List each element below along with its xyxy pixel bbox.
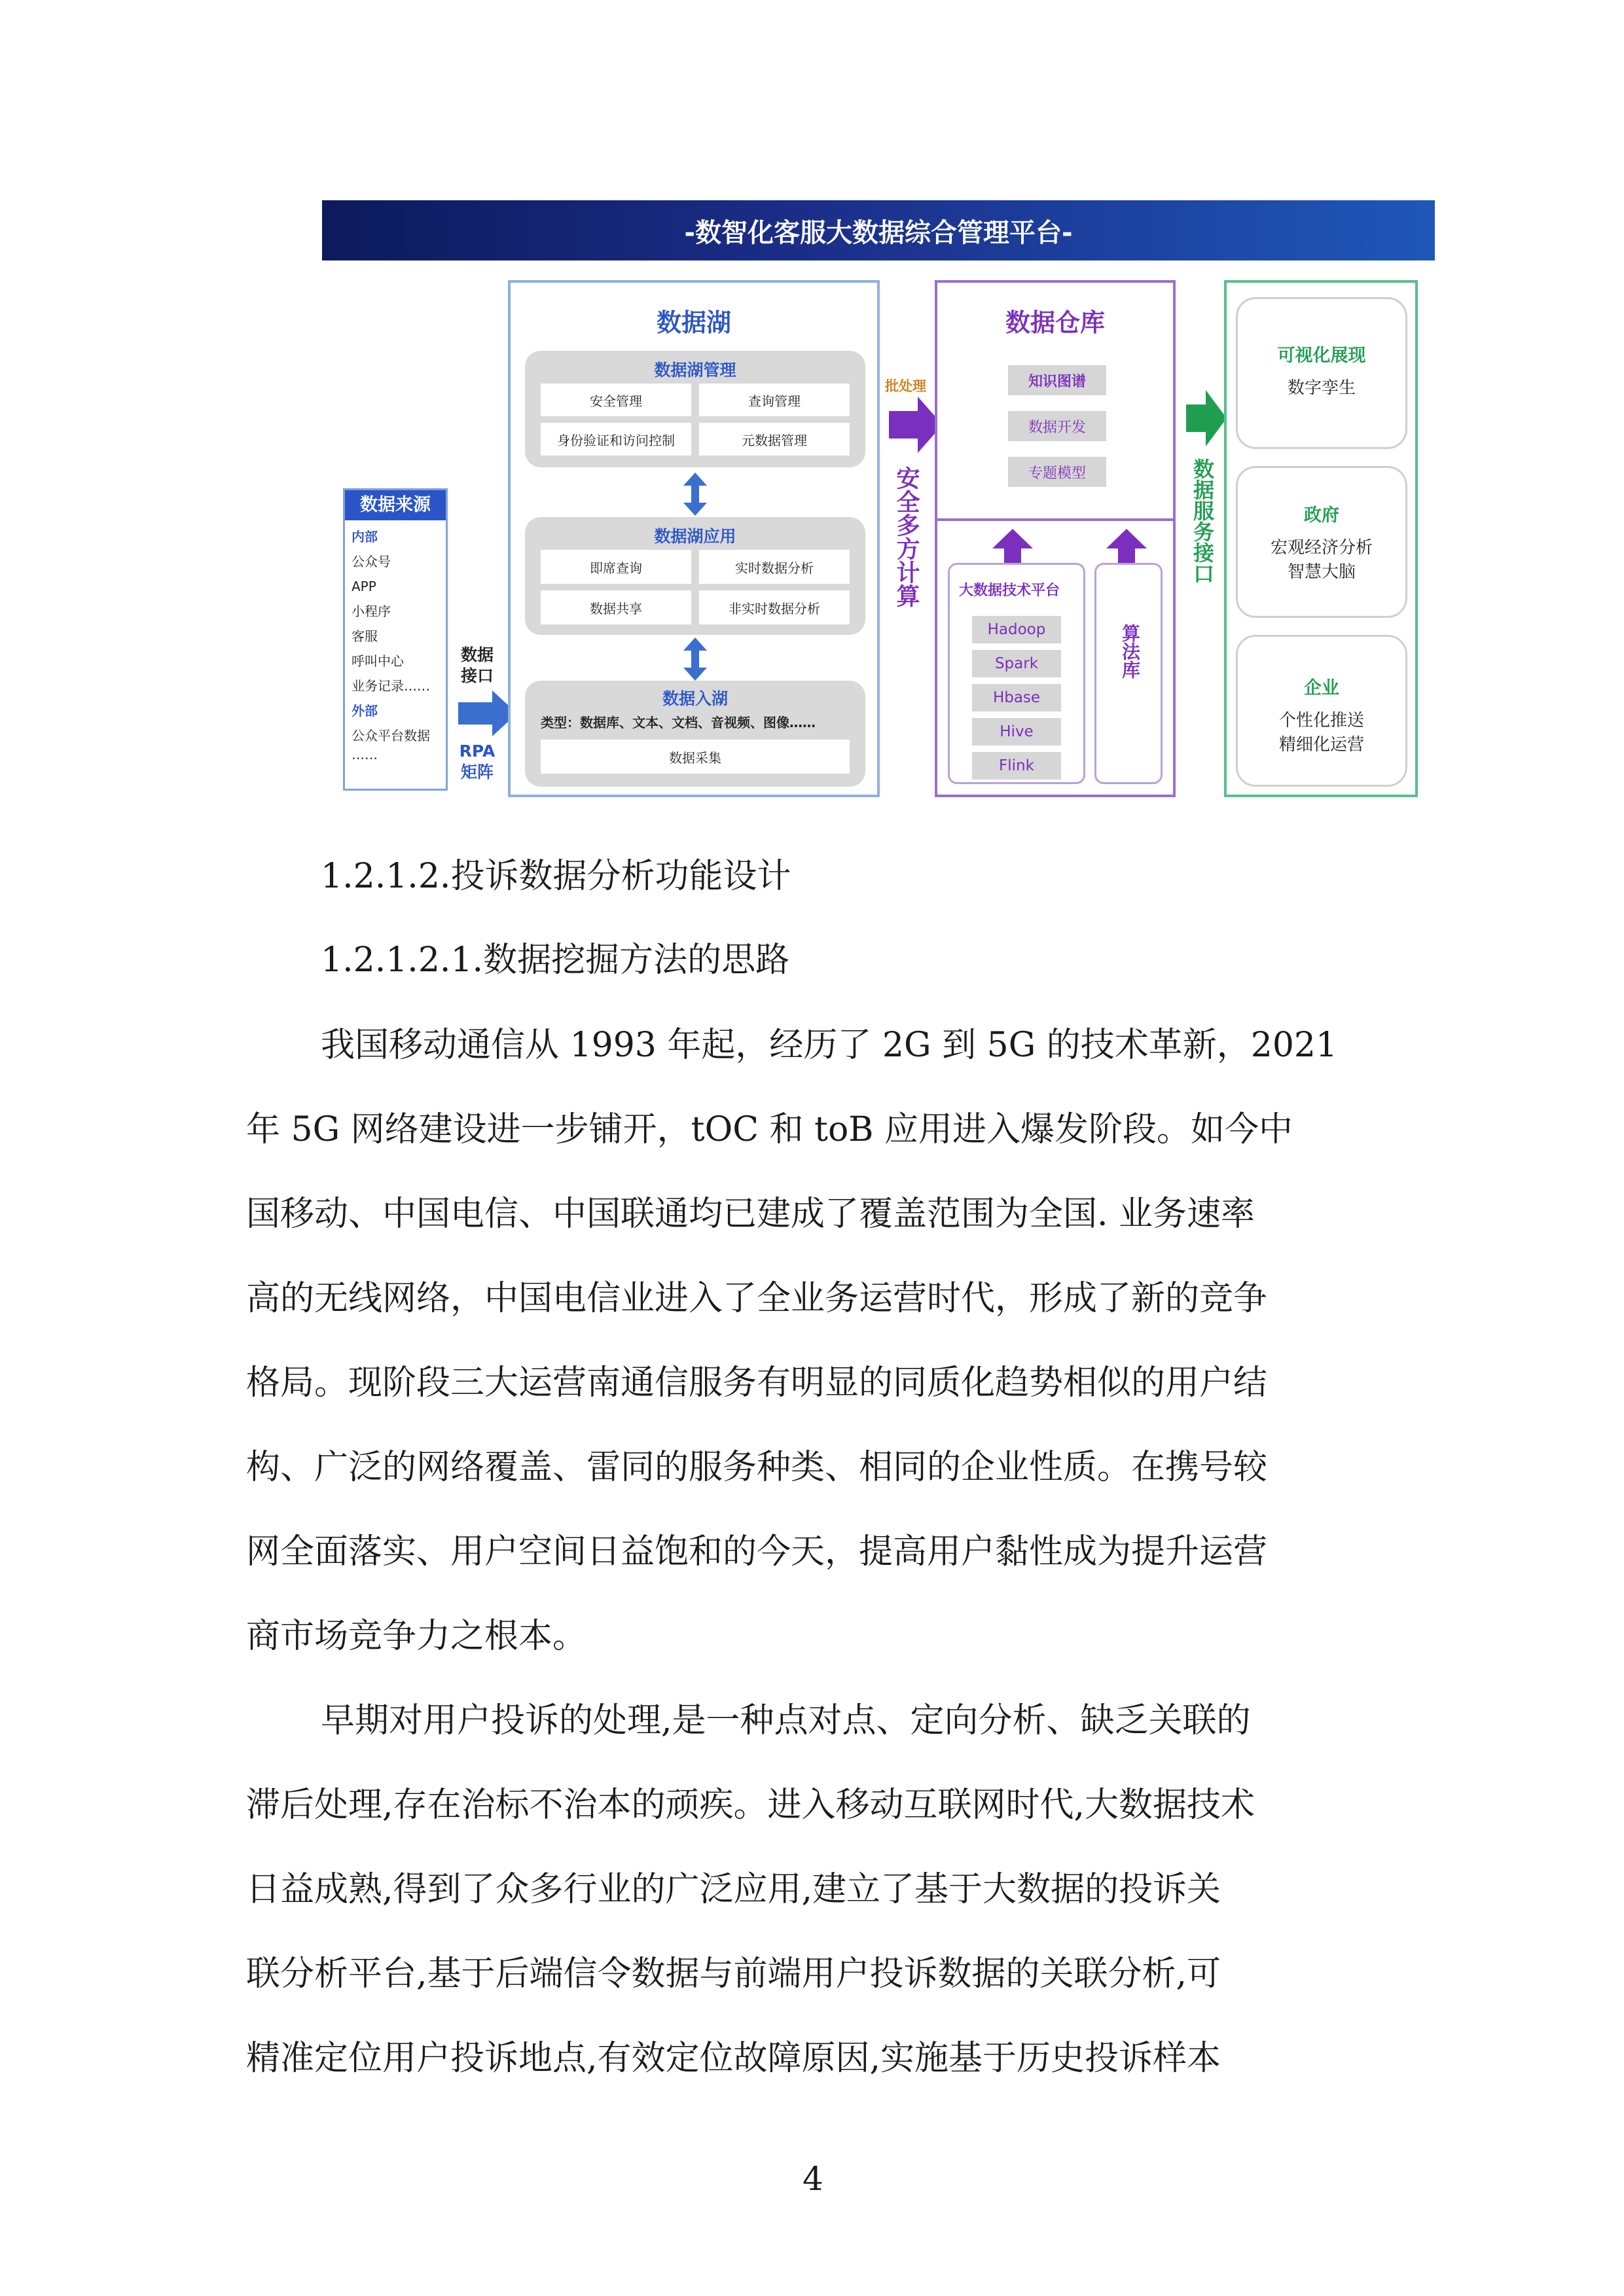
output-card-line: 个性化推送 [1278, 711, 1364, 730]
paragraph-line: 商市场竞争力之根本。 [246, 1617, 587, 1656]
output-card-line: 精细化运营 [1278, 735, 1364, 755]
paragraph-line: 年 5G 网络建设进一步铺开，tOC 和 toB 应用进入爆发阶段。如今中 [246, 1110, 1293, 1149]
source-item: 小程序 [352, 603, 391, 619]
output-card [1236, 635, 1407, 787]
output-card-line: 宏观经济分析 [1270, 538, 1373, 558]
service-interface-label: 数据服务接口 [1190, 458, 1215, 584]
lake-mgmt-item: 查询管理 [699, 384, 850, 416]
source-item: 公众平台数据 [352, 728, 430, 744]
paragraph-line: 联分析平台,基于后端信令数据与前端用户投诉数据的关联分析,可 [246, 1954, 1221, 1994]
source-item: 呼叫中心 [352, 653, 404, 669]
double-arrow-icon [682, 473, 708, 516]
warehouse-item: 知识图谱 [1008, 365, 1106, 395]
algorithm-library-label: 算法库 [1119, 624, 1141, 679]
data-source-panel [343, 488, 448, 791]
output-card [1236, 466, 1407, 618]
lake-management-title: 数据湖管理 [654, 361, 736, 380]
data-lake-panel [508, 280, 880, 797]
paragraph-line: 国移动、中国电信、中国联通均已建成了覆盖范围为全国. 业务速率 [246, 1194, 1255, 1234]
output-card-title: 企业 [1304, 678, 1339, 698]
rpa-matrix-label: RPA矩阵 [459, 742, 496, 781]
warehouse-divider [937, 518, 1173, 521]
source-item: 公众号 [352, 554, 391, 569]
lake-management-group [525, 351, 865, 467]
platform-item: Flink [972, 752, 1061, 780]
secure-compute-label: 安全多方计算 [893, 466, 920, 607]
big-data-platform [948, 563, 1085, 784]
lake-ingest-collect: 数据采集 [541, 740, 850, 774]
lake-application-title: 数据湖应用 [654, 527, 736, 546]
external-label: 外部 [352, 703, 378, 719]
platform-item: Hbase [972, 684, 1061, 711]
paragraph-line: 日益成熟,得到了众多行业的广泛应用,建立了基于大数据的投诉关 [246, 1870, 1221, 1909]
output-card [1236, 297, 1407, 449]
paragraph-line: 精准定位用户投诉地点,有效定位故障原因,实施基于历史投诉样本 [246, 2039, 1221, 2078]
double-arrow-icon [682, 637, 708, 681]
output-card-title: 政府 [1304, 505, 1339, 526]
lake-app-item: 即席查询 [541, 550, 691, 584]
data-source-title: 数据来源 [345, 490, 446, 520]
paragraph-line: 格局。现阶段三大运营南通信服务有明显的同质化趋势相似的用户结 [246, 1363, 1268, 1403]
paragraph-line: 网全面落实、用户空间日益饱和的今天，提高用户黏性成为提升运营 [246, 1532, 1268, 1571]
data-warehouse-title: 数据仓库 [1005, 308, 1105, 337]
source-item: …… [352, 747, 378, 762]
data-lake-title: 数据湖 [656, 308, 731, 337]
lake-application-group [525, 517, 865, 635]
platform-item: Hadoop [972, 616, 1061, 643]
source-item: APP [352, 579, 376, 594]
data-warehouse-panel [935, 280, 1176, 797]
output-card-title: 可视化展现 [1277, 346, 1366, 366]
source-item: 业务记录…… [352, 678, 430, 694]
algorithm-library [1094, 563, 1163, 784]
lake-app-item: 非实时数据分析 [699, 590, 850, 624]
page-number: 4 [803, 2160, 823, 2198]
paragraph-line: 构、广泛的网络覆盖、雷同的服务种类、相同的企业性质。在携号较 [246, 1448, 1268, 1487]
lake-ingest-title: 数据入湖 [662, 689, 728, 708]
lake-mgmt-item: 元数据管理 [699, 423, 850, 456]
warehouse-item: 数据开发 [1008, 411, 1106, 441]
paragraph-line: 我国移动通信从 1993 年起，经历了 2G 到 5G 的技术革新，2021 [321, 1026, 1338, 1065]
data-interface-label: 数据接口 [460, 645, 494, 685]
lake-mgmt-item: 身份验证和访问控制 [541, 423, 691, 456]
warehouse-item: 专题模型 [1008, 457, 1106, 487]
section-heading: 1.2.1.2.投诉数据分析功能设计 [321, 857, 791, 896]
platform-item: Hive [972, 718, 1061, 745]
paragraph-line: 滞后处理,存在治标不治本的顽疾。进入移动互联网时代,大数据技术 [246, 1785, 1255, 1825]
lake-app-item: 数据共享 [541, 590, 691, 624]
lake-app-item: 实时数据分析 [699, 550, 850, 584]
platform-title: 大数据技术平台 [959, 583, 1060, 599]
lake-ingest-types: 类型：数据库、文本、文档、音视频、图像…… [541, 715, 816, 730]
platform-item: Spark [972, 650, 1061, 677]
output-card-line: 数字孪生 [1287, 378, 1356, 398]
service-arrow-icon [1186, 390, 1227, 446]
lake-ingest-group [525, 681, 865, 787]
outputs-panel [1224, 280, 1418, 797]
diagram-banner: -数智化客服大数据综合管理平台- [322, 200, 1435, 260]
output-card-line: 智慧大脑 [1287, 562, 1356, 582]
batch-label: 批处理 [885, 378, 926, 394]
subsection-heading: 1.2.1.2.1.数据挖掘方法的思路 [321, 941, 790, 980]
source-item: 客服 [352, 628, 378, 644]
internal-label: 内部 [352, 529, 378, 545]
paragraph-line: 早期对用户投诉的处理,是一种点对点、定向分析、缺乏关联的 [321, 1701, 1251, 1740]
lake-mgmt-item: 安全管理 [541, 384, 691, 416]
paragraph-line: 高的无线网络，中国电信业进入了全业务运营时代，形成了新的竞争 [246, 1279, 1268, 1318]
